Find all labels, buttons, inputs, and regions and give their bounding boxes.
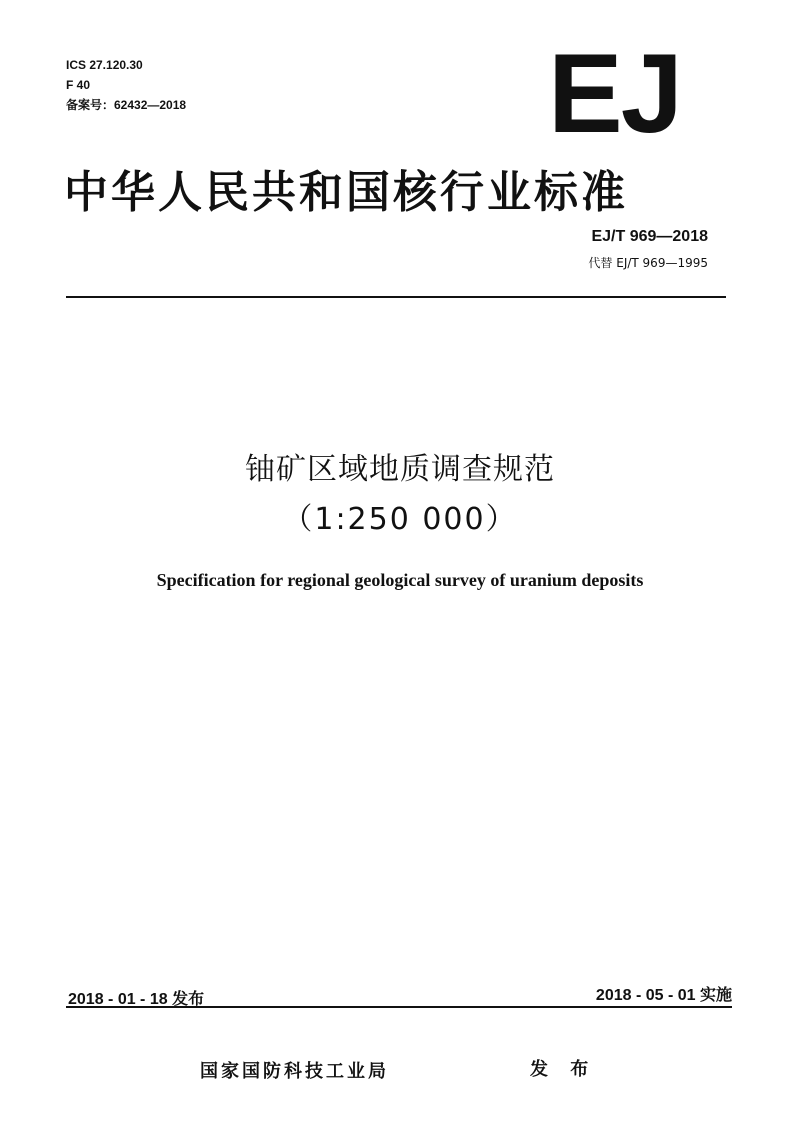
- document-title: 铀矿区域地质调查规范: [245, 452, 555, 487]
- replaces-code: 代替 EJ/T 969—1995: [588, 256, 708, 270]
- standard-category-title: 中华人民共和国核行业标准: [64, 167, 628, 218]
- ics-number: ICS 27.120.30: [66, 58, 143, 72]
- implementation-date: 2018 - 05 - 01 实施: [595, 987, 732, 1004]
- top-divider: [66, 296, 726, 298]
- issue-date: 2018 - 01 - 18 发布: [68, 991, 205, 1008]
- document-scale: （1:250 000）: [282, 502, 518, 537]
- document-title-english: Specification for regional geological survey of uranium deposits: [156, 570, 644, 590]
- issuing-authority: 国家国防科技工业局: [200, 1061, 389, 1082]
- standard-code: EJ/T 969—2018: [591, 228, 708, 245]
- filing-number: 备案号：62432—2018: [66, 98, 187, 112]
- ccs-number: F 40: [66, 78, 91, 92]
- classification-block: [66, 55, 186, 115]
- bottom-divider: [66, 1006, 732, 1008]
- issue-label: 发 布: [530, 1059, 597, 1080]
- ej-logo: EJ: [548, 31, 681, 156]
